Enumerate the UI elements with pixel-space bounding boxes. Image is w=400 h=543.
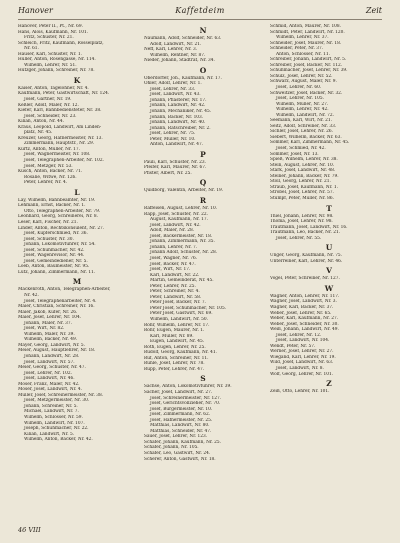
directory-entry: Siebert, Wilhelm, Bäcker, Nr. 63. [270,134,342,140]
directory-entry: Johann, Maler, Nr. 37. [24,320,73,326]
section-letter: M [72,277,82,287]
directory-entry: Moser, Franz, Maler, Nr. 42. [18,381,80,387]
directory-columns [18,24,388,524]
directory-entry: Keßler, Adolf, Maler, Nr. 12. [18,102,79,108]
directory-entry: Peter Josef, Gastwirt, Nr. 69. [150,311,213,317]
directory-entry: Michael, Landwirt, Nr. 7. [24,409,79,415]
directory-entry: Wagner, Anton, Lehrer, Nr. 117. [270,293,340,299]
directory-entry: Sauer, Josef, Lehrer, Nr. 123. [144,434,208,440]
directory-entry: Schneider, Josef, Maurer, Nr. 18. [270,40,342,46]
directory-entry: Josef, Landwirt, Nr. 46. [24,376,75,382]
directory-entry: Schreiber, Josef, Bäcker, Nr. 112. [270,62,343,68]
directory-entry: Johann, Bäcker, Nr. 103. [150,114,204,120]
directory-entry: Weiß, Johann, Landwirt, Nr. 49. [270,327,339,333]
directory-entry: Wendt, Peter, Nr. 57. [270,343,316,349]
directory-entry: Peter Josef, Schuhmacher, Nr. 105. [150,305,227,311]
section-letter: Z [326,379,332,389]
directory-entry: Peter, Lehrer, Nr. 4. [24,180,68,186]
directory-entry: Moser, Josef, Landwirt, Nr. 4. [18,387,82,393]
directory-entry: Kraus, Leopold, Landwirt, Am Linden- [18,124,102,130]
directory-entry: Weber, Karl, Kaufmann, Nr. 27. [270,316,339,322]
directory-entry: Eugen, Landwirt, Nr. 45. [150,339,205,345]
directory-entry: Josef, Lehrer, Nr. 55. [276,235,322,241]
directory-entry: Josef, Wagenrevisor, Nr. 44. [24,253,85,259]
directory-entry: platz, Nr. 45. [24,130,53,136]
directory-entry: Maier, Jakob, Küfer, Nr. 26. [18,309,78,315]
directory-entry: Wiegand, Karl, Lehrer, Nr. 19. [270,354,336,360]
directory-entry: Lehmann, Ernst, Bäcker, Nr. 1. [18,203,86,209]
directory-entry: Mayer, Georg, Landwirt, Nr. 5. [18,342,86,348]
directory-entry: Hanover, Peter II., Pt., Nr. 69. [18,24,83,29]
header-rule [18,19,382,20]
directory-entry: Nr. 61. [24,46,39,52]
directory-entry: Schmid, Anton, Maurer, Nr. 108. [270,24,342,29]
directory-entry: Kaufmann, Peter, Gastwirtschaft, Nr. 124. [18,91,110,97]
directory-entry: Josef, Landwirt, Nr. 104. [276,338,330,344]
directory-entry: Wolf, Georg, Lehrer, Nr. 101. [270,371,334,377]
directory-entry: Sacher, Josef, Landwirt, Nr. 27. [144,389,213,395]
directory-entry: Seitz, Adolf, Schreiner, Nr. 33. [270,123,337,129]
directory-entry: Leonhard, Georg, Schreinerei, Nr. 8. [18,214,98,220]
directory-entry: Hans, Alois, Kaufmann, Nr. 101. [18,29,89,35]
directory-entry: Josef, Bürgermeister, Nr. 10. [150,406,213,412]
section-letter: T [326,203,332,213]
directory-entry: Adolf, Maler, Nr. 28. [150,228,195,234]
directory-entry: Kreuzer, Georg, Hafnermeister, Nr. 13. [18,135,103,141]
directory-entry: Matthias, Schneider, Nr. 47. [150,428,212,434]
section-letter: P [200,149,206,159]
directory-entry: Roth, Eugen, Lehrer, Nr. 25. [144,344,206,350]
directory-entry: Josef, Landwirt, Nr. 42. [150,222,201,228]
section-letter: L [74,187,80,197]
directory-entry: Wilhelm, Landwirt, Nr. 107. [24,420,85,426]
directory-entry: Johann, Lokomotivführer, Nr. 54. [24,242,96,248]
directory-entry: Meier, Georg, Schuster, Nr. 47. [18,365,86,371]
directory-entry: Linder, Anton, Rechtskonsulent, Nr. 27. [18,225,105,231]
directory-entry: Sommer, Karl, Zimmermann, Nr. 45. [270,140,350,146]
directory-entry: Josef, Bäckermeister, Nr. 18. [150,233,213,239]
directory-entry: Josef, Landwirt, Nr. 43. [150,92,201,98]
directory-entry: Sachse, Anton, Lokomotivführer, Nr. 39. [144,384,232,390]
directory-entry: Stumpf, Peter, Müller, Nr. 86. [270,195,334,201]
directory-entry: Johann, Schreiner, Nr. 5. [24,403,78,409]
directory-entry: Schmidt, Peter, Landwirt, Nr. 120. [270,29,345,35]
directory-entry: Schwarz, August, Maler, Nr. 9. [270,79,337,85]
directory-entry: Naumann, Adolf, Schneider, Nr. 63. [144,36,222,41]
directory-entry: Unterreiner, Karl, Lehrer, Nr. 46. [270,258,343,264]
directory-entry: Josef, Gärtner, Nr. 19. [24,97,72,103]
directory-entry: Raffeisen, August, Lehrer, Nr. 10. [144,206,218,212]
directory-entry: Josef, Wirt, Nr. 17. [150,267,191,273]
directory-entry: Josef, Zimmermann, Nr. 62. [150,412,211,418]
directory-entry: Josef, Wirt, Nr. 82. [24,326,65,332]
directory-entry: Johann, Landwirt, Nr. 42. [150,103,206,109]
directory-entry: Wilhelm, Landwirt, Nr. 50. [150,316,208,322]
directory-entry: Wilhelm, Rentner, Nr. 87. [150,52,206,58]
directory-entry: Pfister, Albert, Nr. 25. [144,170,192,176]
directory-entry: Adolf, Landwirt, Nr. 21. [150,41,202,47]
directory-entry: Peter, Lehrer, Nr. 25. [150,283,196,289]
directory-entry: Johann, Mechaniker, Nr. 45. [150,109,212,115]
directory-entry: Werner, Josef, Lehrer, Nr. 27. [270,349,334,355]
directory-entry: Schweitzer, Josef, Bäcker, Nr. 32. [270,90,343,96]
directory-entry: Josef, Kupferschmied, Nr. 36. [24,231,88,237]
directory-entry: Josef, Wagnermeister, Nr. 108. [24,152,91,158]
directory-entry: Loeb, Anton, Baumeister, Nr. 95. [18,264,90,270]
directory-entry: Josef, Metzger, Nr. 53. [24,163,73,169]
directory-entry: Josef, Metzgermeister, Nr. 30. [24,398,90,404]
section-letter: Q [199,178,207,188]
directory-entry: Schäfer, Leo, Gastwirt, Nr. 24. [144,451,211,456]
section-letter: N [199,26,207,35]
directory-entry: Anton, Landwirt, Nr. 47. [150,142,204,148]
directory-entry: Rühle, Josef, Lehrer, Nr. 78. [144,361,205,367]
directory-entry: Rohr, Wilhelm, Lehrer, Nr. 17. [144,322,210,328]
directory-entry: Leser, Karl, Fischer, Nr. 21. [18,219,78,225]
directory-entry: Nr. 42. [24,292,39,298]
directory-entry: Schneider, Peter, Nr. 37. [270,46,324,52]
section-letter: S [200,374,206,384]
directory-entry: Pauli, Karl, Schuster, Nr. 23. [144,159,207,165]
directory-entry: Wilhelm, Landwirt, Nr. 72. [276,112,334,118]
directory-entry: Otto, Telegraphen-Arbeiter, Nr. 79. [24,208,101,214]
directory-entry: Weber, Josef, Schneider, Nr. 30. [270,321,339,327]
directory-entry: Spieß, Wilhelm, Lehrer, Nr. 38. [270,157,338,163]
running-header [18,6,382,18]
directory-entry: Schuhmacher, Josef, Lehrer, Nr. 39. [270,68,348,74]
directory-entry: Josef, Bäcker, Nr. 47. [150,261,196,267]
directory-entry: Johann, Landwirt, Nr. 28. [24,353,80,359]
section-letter: W [324,283,334,293]
directory-entry: Sommer, Josef, Nr. 13. [270,151,319,157]
directory-entry: Kiefer, Karl, Bahnbediensteter, Nr. 38. [18,108,102,114]
header-left: Hanover [18,6,53,15]
directory-entry: Wagner, Karl, Bäcker, Nr. 37. [270,304,334,310]
directory-entry: Wild, Josef, Landwirt, Nr. 63. [270,360,334,366]
directory-entry: Maier, Christian, Schreiner, Nr. 16. [18,304,95,310]
directory-entry: Weber, Josef, Lehrer, Nr. 65. [270,310,332,316]
directory-entry: Schäfer, Johann, Kaufmann, Nr. 25. [144,439,221,445]
directory-entry: Kusch, Anton, Bäcker, Nr. 71. [18,169,83,175]
directory-entry: Thiel, Johann, Lehrer, Nr. 98. [270,213,334,219]
directory-entry: Josef, Lehrer, Nr. 105. [276,96,324,102]
header-right: Zeit [365,6,382,15]
directory-entry: Hauser, Karl, Schuster, Nr. 1. [18,51,82,57]
directory-entry: Wilhelm, Müller, Nr. 27. [276,101,329,107]
directory-entry: Neff, Karl, Lehrer, Nr. 3. [144,47,198,53]
directory-entry: Thoma, Josef, Lehrer, Nr. 98. [270,219,333,225]
header-center: Kaffetdeim [175,6,225,15]
directory-entry: Johann, Zimmermann, Nr. 35. [150,239,215,245]
directory-entry: Kilian, Anton, Nr. 44. [18,119,64,125]
directory-entry: Wilhelm, Lehrer, Nr. 51. [24,62,77,68]
directory-entry: Rapp, Josef, Schuster, Nr. 22. [144,211,208,217]
directory-entry: Josef, Wagner, Nr. 76. [150,255,198,261]
directory-entry: Josef, Hafnermeister, Nr. 25. [150,417,213,423]
directory-entry: Zimmermann, Hauptstr., Nr. 29. [24,141,95,147]
directory-entry: Pfeifer, Karl, Maurer, Nr. 67. [144,165,207,171]
directory-entry: Ohler, Adolf, Lehrer, Nr. 1. [144,81,202,87]
directory-entry: Johann Adolf, Schuster, Nr. 28. [150,250,218,256]
directory-entry: Stein, August, Lehrer, Nr. 10. [270,162,335,168]
directory-entry: Strobel, Josef, Lehrer, Nr. 57. [270,190,334,196]
directory-entry: Wagner, Josef, Landwirt, Nr. 3. [270,299,337,305]
directory-entry: Josef, Schuster, Nr. 30. [24,236,74,242]
column-1 [18,24,136,524]
directory-entry: Peter, Landwirt, Nr. 58. [150,294,202,300]
directory-entry: Müller, Josef, Schreinermeister, Nr. 38. [18,392,104,398]
directory-entry: Josef, Lehrer, Nr. 33. [150,86,196,92]
directory-entry: Trautmann, Josef, Landwirt, Nr. 16. [270,224,348,230]
section-letter: O [199,65,207,75]
column-3 [270,24,388,524]
directory-entry: Josef, Telegraphenarbeiter, Nr. 4. [24,298,97,304]
section-letter: K [73,75,81,85]
directory-entry: Josef, Gerichtsvollzieher, Nr. 70. [150,401,221,407]
directory-entry: Josef, Lehrer, Nr. 102. [24,370,72,376]
directory-entry: Quidborg, Valentin, Arbeiter, Nr. 19. [144,188,224,194]
directory-entry: Josef, Schuhmacher, Nr. 42. [24,247,85,253]
directory-entry: Oberdorfer, Joh., Kaufmann, Nr. 17. [144,75,222,81]
directory-entry: August, Kaufmann, Nr. 17. [150,217,208,223]
directory-entry: Zeiß, Otto, Lehrer, Nr. 101. [270,389,330,395]
directory-entry: Schleich, Fritz, Kaufmann, Rösselplatz, [18,40,104,46]
page-number: 46 VIII [18,526,41,534]
directory-entry: Lay, Wilhelm, Bahnbeamter, Nr. 19. [18,197,96,203]
section-letter: V [326,266,332,276]
directory-entry: Schäfer, Johann, Nr. 105. [144,445,199,451]
directory-entry: Peter Josef, Bäcker, Nr. 7. [150,300,206,306]
directory-entry: Wilhelm, Lehrer, Nr. 42. [276,107,329,113]
directory-entry: Fritz, Schuster, Nr. 21. [24,35,74,41]
directory-entry: Josef, Lehrer, Nr. 12. [276,332,322,338]
directory-entry: Stark, Josef, Landwirt, Nr. 48. [270,168,336,174]
directory-entry: Johann, Ratschreiber, Nr. 2. [150,125,211,131]
directory-entry: Josef, Landwirt, Nr. 57. [24,359,75,365]
directory-entry: Scherer, Anton, Gastwirt, Nr. 18. [144,456,216,462]
directory-entry: Kaiser, Anton, Tagelöhner, Nr. 4. [18,85,89,91]
directory-entry: Lutz, Johann, Zimmermann, Nr. 11. [18,269,96,275]
directory-entry: Josef, Lehrer, Nr. 60. [276,85,322,91]
directory-entry: Rohr, Eugen, Maurer, Nr. 1. [144,328,205,334]
directory-entry: Trautmann, Leo, Bäcker, Nr. 21. [270,230,341,236]
directory-entry: Josef, Schmied, Nr. 42. [276,146,326,152]
directory-entry: Wilhelm, Maler, Nr. 39. [24,331,75,337]
directory-entry: Meier, August, Hauptlehrer, Nr. 18. [18,348,96,354]
directory-entry: Josef, Lehrer, Nr. 75. [150,131,196,137]
directory-entry: Peter, Schreiner, Nr. 4. [150,289,200,295]
directory-entry: Joseph, Schuhmacher, Nr. 22. [24,426,89,432]
section-letter: U [325,243,333,253]
directory-entry: Unger, Georg, Kaufmann, Nr. 75. [270,253,343,259]
column-2 [144,24,262,524]
directory-entry: Wilhelm, Schlosser, Nr. 59. [24,415,83,420]
directory-entry: Rupp, Peter, Lehrer, Nr. 47. [144,366,205,372]
directory-entry: Nieder, Johann, Stadtrat, Nr. 34. [144,58,215,64]
directory-entry: Kurtz, Anton, Müller, Nr. 17. [18,146,81,152]
directory-entry: Peter, Müller, Nr. 10. [150,136,196,142]
directory-entry: Vogel, Peter, Schreiner, Nr. 127. [270,276,340,282]
directory-entry: Josef, Gemeindediener, Nr. 5. [24,258,88,264]
directory-entry: Josef, Telegraphen-Arbeiter, Nr. 102. [24,158,104,164]
directory-entry: Straub, Josef, Kaufmann, Nr. 1. [270,184,338,190]
directory-entry: Johann, Lehrer, Nr. 7. [150,244,198,250]
directory-entry: Kilian, Landwirt, Nr. 5. [24,431,75,437]
directory-entry: Matthias, Landwirt, Nr. 80. [150,423,210,429]
directory-entry: Stoll, Georg, Lehrer, Nr. 21. [270,179,331,185]
directory-entry: Ruf, Anton, Schreiner, Nr. 11. [144,355,209,361]
directory-entry: Martin, Gemeinderat, Nr. 45. [150,278,214,284]
directory-entry: Josef, Landwirt, Nr. 8. [276,365,324,371]
directory-entry: Seemann, Karl, Wirt, Nr. 21. [270,118,332,124]
directory-entry: Maier, Josef, Lehrer, Nr. 104. [18,315,82,321]
directory-entry: Hutzger, Johann, Schreiner, Nr. 78. [18,68,95,74]
directory-entry: Anton, Schlosser, Nr. 11. [276,51,330,57]
directory-entry: Schreiber, Johann, Landwirt, Nr. 5. [270,57,347,63]
directory-entry: Sichler, Josef, Lehrer, Nr. 26. [270,129,333,135]
section-letter: R [199,196,207,206]
directory-entry: Josef, Schreinermeister, Nr. 127. [150,395,222,401]
directory-entry: Karl, Müller, Nr. 89. [150,333,194,339]
directory-entry: Wilhelm, Lehrer, Nr. 37. [276,35,329,41]
directory-entry: Mackenroth, Anton, Telegraphen-Arbeiter, [18,287,111,293]
directory-entry: Wilhelm, Anton, Bäcker, Nr. 42. [24,437,93,443]
directory-entry: Schulz, Josef, Lehrer, Nr. 52. [270,73,333,79]
directory-entry: Wilhelm, Bäcker, Nr. 49. [24,337,78,343]
directory-entry: Hüller, Anton, Rosengasse, Nr. 114. [18,57,96,63]
directory-entry: Johann, Pflästerer, Nr. 17. [150,97,207,103]
directory-entry: Josef, Schneider, Nr. 23. [24,113,77,119]
directory-entry: Johann, Landwirt, Nr. 40. [150,120,206,126]
directory-entry: Rosalie, Witwe, Nr. 126. [24,174,77,180]
directory-entry: Rudolf, Georg, Kaufmann, Nr. 41. [144,350,217,356]
directory-entry: Karl, Landwirt, Nr. 22. [150,272,200,278]
directory-entry: Steiner, Johann, Bäcker, Nr. 79. [270,173,339,179]
